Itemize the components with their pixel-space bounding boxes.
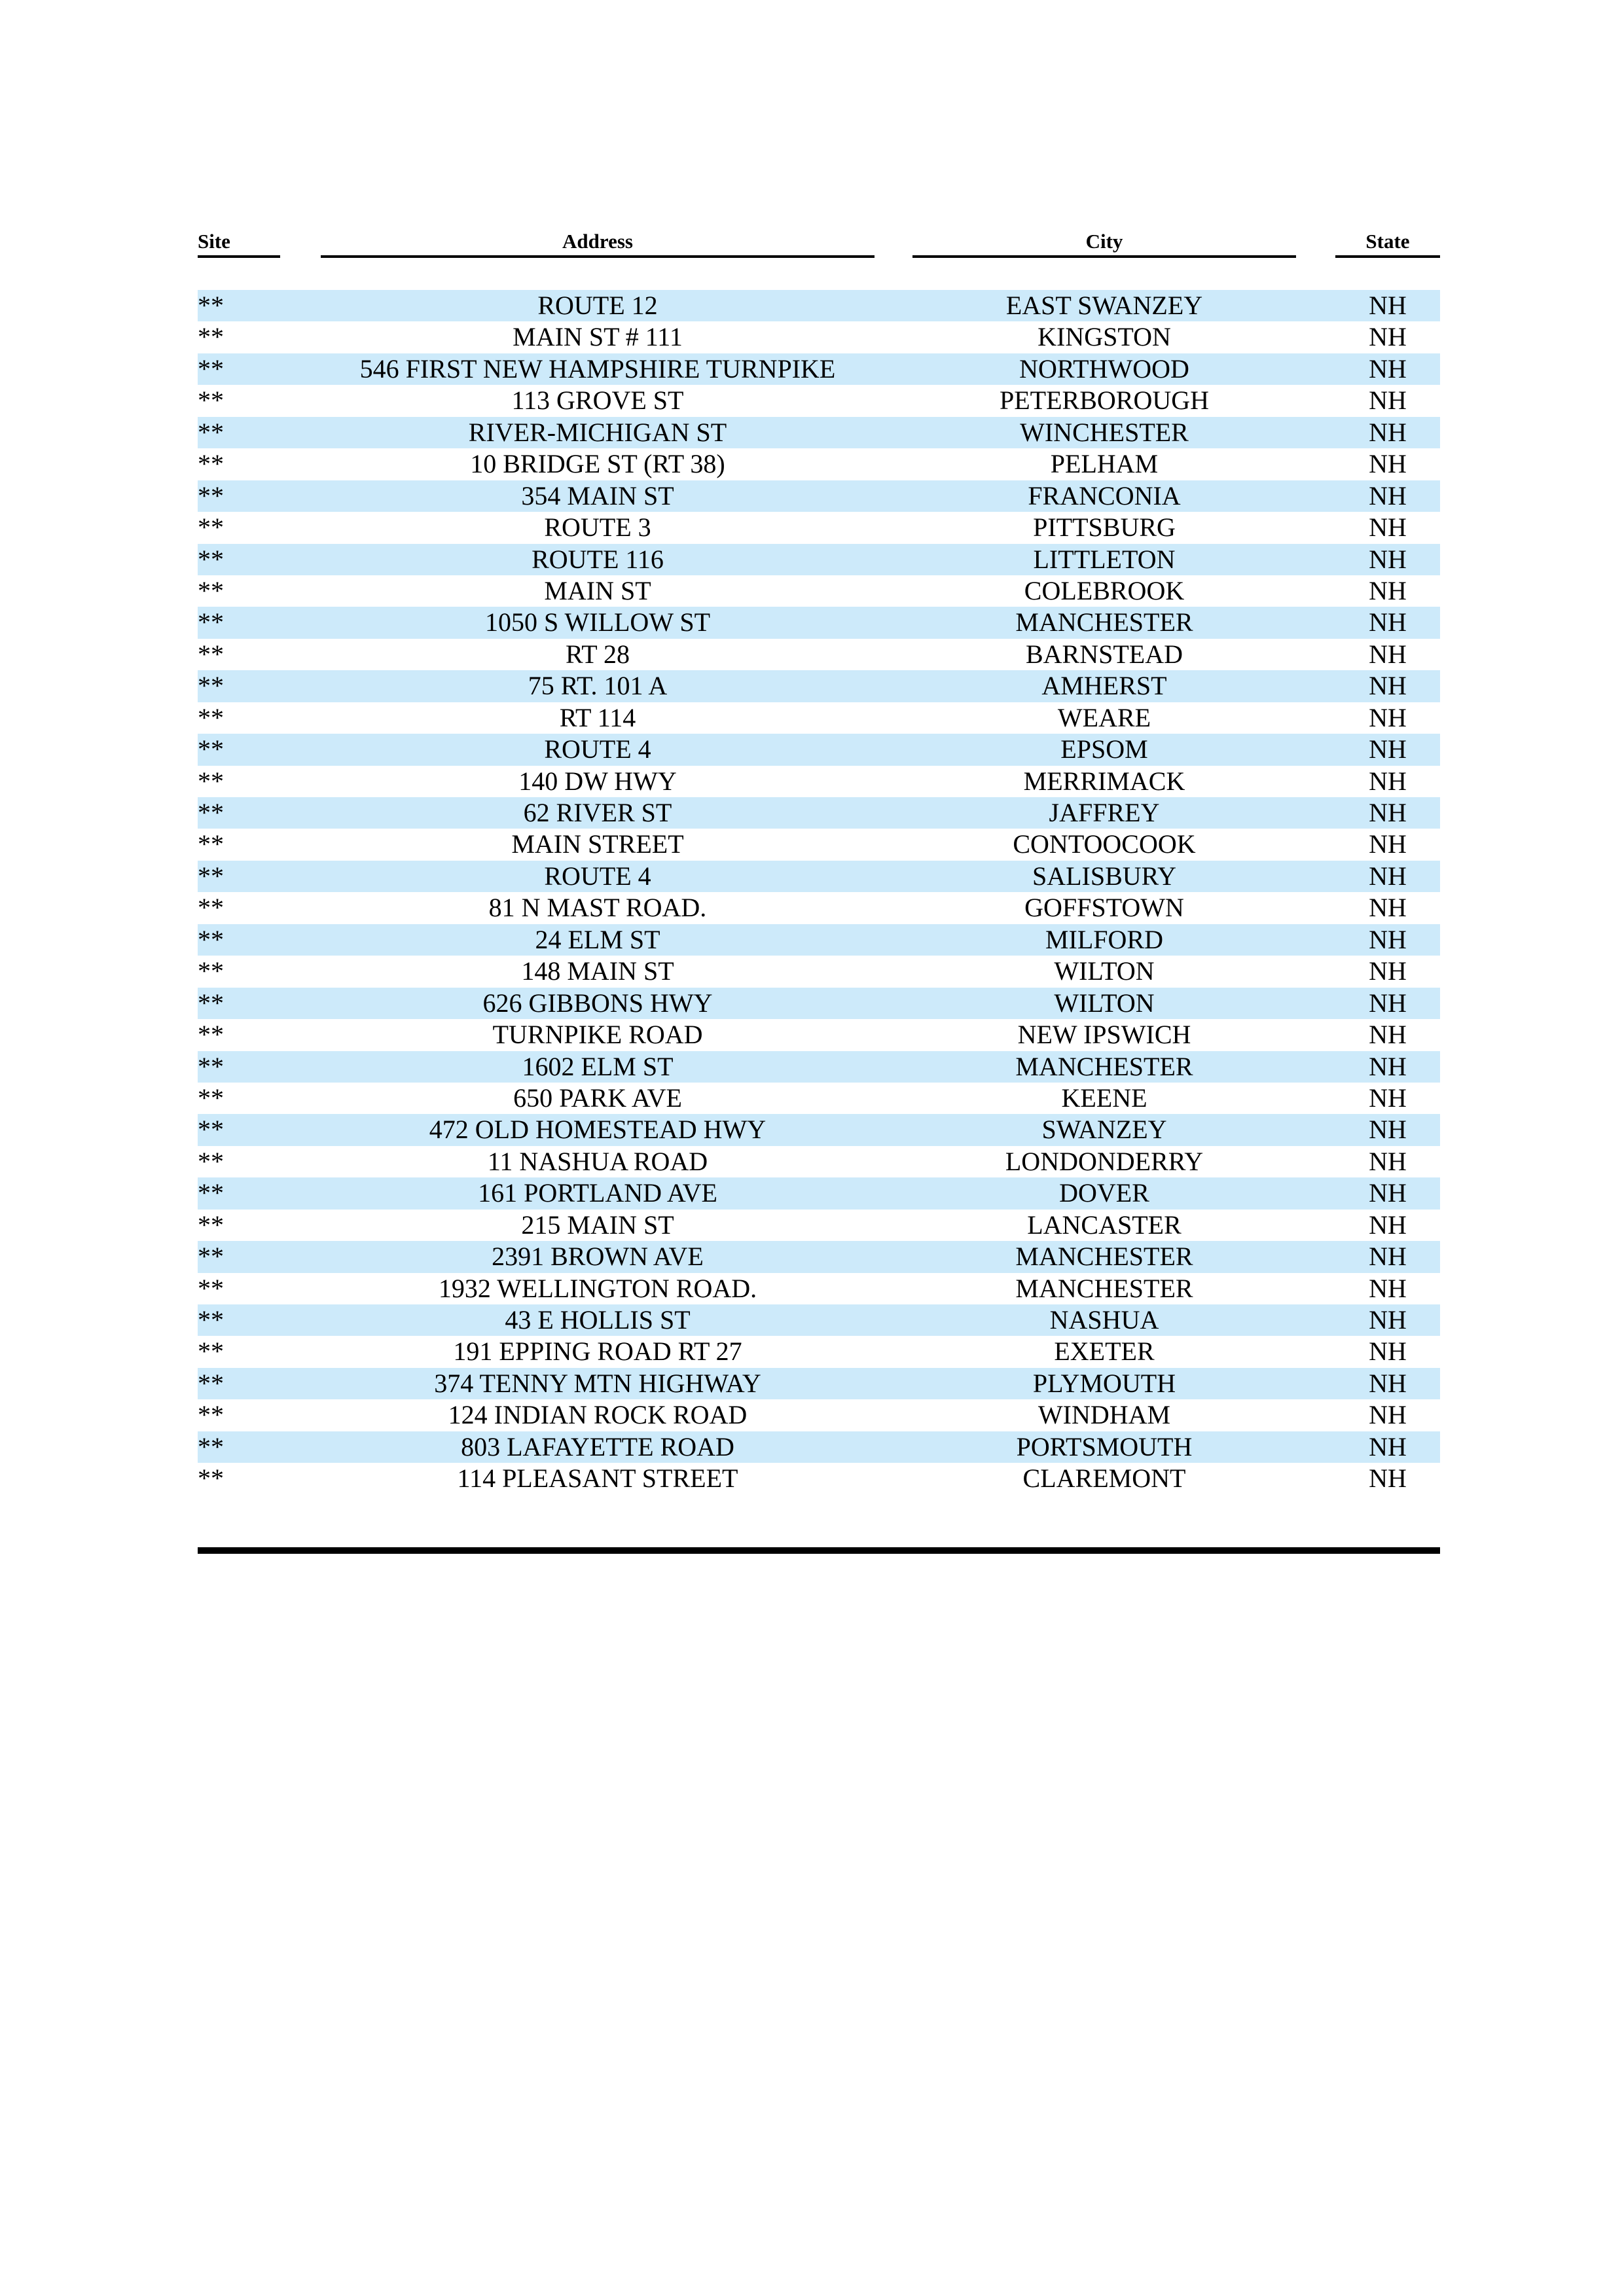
cell-address: 1050 S WILLOW ST: [484, 607, 711, 637]
cell-city: AMHERST: [1041, 671, 1167, 701]
cell-city: WILTON: [1054, 988, 1155, 1018]
cell-city: LONDONDERRY: [1005, 1146, 1204, 1176]
cell-city: CONTOOCOOK: [1013, 829, 1196, 859]
cell-city: KINGSTON: [1038, 322, 1171, 352]
cell-address: 354 MAIN ST: [521, 480, 674, 511]
cell-city: SWANZEY: [1041, 1115, 1167, 1145]
cell-address: 43 E HOLLIS ST: [505, 1305, 691, 1335]
cell-state: NH: [1369, 956, 1407, 986]
cell-site: **: [198, 1083, 224, 1113]
cell-state: NH: [1369, 575, 1407, 605]
cell-address: 114 PLEASANT STREET: [457, 1463, 738, 1494]
table-row: [198, 639, 1440, 670]
cell-city: LANCASTER: [1027, 1210, 1182, 1240]
cell-address: ROUTE 116: [532, 544, 664, 574]
table-row: [198, 1019, 1440, 1050]
column-header-site: Site: [198, 228, 280, 258]
cell-site: **: [198, 829, 224, 859]
cell-city: CLAREMONT: [1022, 1463, 1186, 1494]
cell-site: **: [198, 1210, 224, 1240]
cell-site: **: [198, 1051, 224, 1081]
cell-site: **: [198, 291, 224, 320]
cell-state: NH: [1369, 1305, 1407, 1335]
table-bottom-rule: [198, 1547, 1440, 1554]
cell-city: FRANCONIA: [1028, 480, 1181, 511]
table-row: [198, 670, 1440, 702]
table-row: [198, 1431, 1440, 1463]
cell-address: 803 LAFAYETTE ROAD: [461, 1431, 734, 1462]
cell-address: 10 BRIDGE ST (RT 38): [470, 449, 725, 479]
table-row: [198, 1177, 1440, 1209]
cell-site: **: [198, 449, 224, 479]
cell-address: 546 FIRST NEW HAMPSHIRE TURNPIKE: [359, 353, 836, 384]
cell-site: **: [198, 639, 224, 669]
cell-state: NH: [1369, 798, 1407, 827]
table-row: [198, 575, 1440, 607]
cell-city: MANCHESTER: [1015, 607, 1193, 637]
cell-state: NH: [1369, 829, 1407, 859]
cell-city: JAFFREY: [1049, 798, 1160, 827]
cell-site: **: [198, 1115, 224, 1145]
cell-address: RT 114: [559, 702, 636, 732]
cell-site: **: [198, 607, 224, 637]
cell-state: NH: [1369, 1020, 1407, 1050]
cell-state: NH: [1369, 1242, 1407, 1272]
cell-state: NH: [1369, 1463, 1407, 1494]
cell-state: NH: [1369, 1368, 1407, 1398]
table-row: [198, 1146, 1440, 1177]
cell-site: **: [198, 766, 224, 796]
table-row: [198, 702, 1440, 734]
cell-state: NH: [1369, 512, 1407, 543]
table-row: [198, 290, 1440, 321]
cell-site: **: [198, 1146, 224, 1176]
cell-site: **: [198, 544, 224, 574]
cell-address: ROUTE 12: [537, 291, 658, 320]
table-header: [0, 228, 1624, 259]
table-row: [198, 766, 1440, 797]
cell-site: **: [198, 893, 224, 923]
table-row: [198, 829, 1440, 860]
cell-site: **: [198, 417, 224, 447]
cell-address: ROUTE 4: [544, 734, 651, 764]
table-row: [198, 1368, 1440, 1399]
cell-site: **: [198, 1020, 224, 1050]
cell-city: COLEBROOK: [1024, 575, 1185, 605]
cell-city: MERRIMACK: [1023, 766, 1185, 796]
cell-city: MANCHESTER: [1015, 1242, 1193, 1272]
table-row: [198, 385, 1440, 416]
cell-city: MILFORD: [1045, 924, 1164, 954]
cell-state: NH: [1369, 1115, 1407, 1145]
cell-address: MAIN ST: [544, 575, 651, 605]
cell-address: 161 PORTLAND AVE: [478, 1178, 717, 1208]
cell-state: NH: [1369, 1083, 1407, 1113]
cell-address: 24 ELM ST: [535, 924, 660, 954]
cell-city: EPSOM: [1060, 734, 1148, 764]
cell-site: **: [198, 798, 224, 827]
cell-address: 1602 ELM ST: [522, 1051, 674, 1081]
cell-address: 191 EPPING ROAD RT 27: [453, 1336, 742, 1367]
cell-state: NH: [1369, 449, 1407, 479]
cell-state: NH: [1369, 1273, 1407, 1303]
cell-city: SALISBURY: [1032, 861, 1177, 891]
cell-address: 62 RIVER ST: [523, 798, 672, 827]
cell-state: NH: [1369, 322, 1407, 352]
cell-site: **: [198, 1336, 224, 1367]
table-row: [198, 1399, 1440, 1431]
cell-state: NH: [1369, 924, 1407, 954]
cell-state: NH: [1369, 607, 1407, 637]
cell-city: NEW IPSWICH: [1017, 1020, 1191, 1050]
cell-state: NH: [1369, 988, 1407, 1018]
table-body: [198, 290, 1440, 1495]
table-row: [198, 1336, 1440, 1367]
cell-address: 124 INDIAN ROCK ROAD: [448, 1400, 748, 1430]
table-row: [198, 1051, 1440, 1083]
table-row: [198, 892, 1440, 924]
table-row: [198, 480, 1440, 512]
table-row: [198, 1210, 1440, 1241]
cell-state: NH: [1369, 893, 1407, 923]
cell-address: 140 DW HWY: [518, 766, 677, 796]
cell-address: 2391 BROWN AVE: [492, 1242, 704, 1272]
cell-city: EXETER: [1054, 1336, 1155, 1367]
column-header-address: Address: [321, 228, 875, 258]
cell-city: PELHAM: [1050, 449, 1159, 479]
cell-city: MANCHESTER: [1015, 1273, 1193, 1303]
table-row: [198, 1083, 1440, 1114]
cell-site: **: [198, 671, 224, 701]
cell-site: **: [198, 988, 224, 1018]
cell-city: PETERBOROUGH: [999, 386, 1210, 416]
cell-state: NH: [1369, 1400, 1407, 1430]
cell-site: **: [198, 512, 224, 543]
cell-city: MANCHESTER: [1015, 1051, 1193, 1081]
cell-city: NASHUA: [1049, 1305, 1159, 1335]
cell-address: 113 GROVE ST: [511, 386, 684, 416]
cell-state: NH: [1369, 734, 1407, 764]
cell-site: **: [198, 480, 224, 511]
cell-city: WILTON: [1054, 956, 1155, 986]
cell-address: 215 MAIN ST: [521, 1210, 674, 1240]
cell-state: NH: [1369, 766, 1407, 796]
cell-address: 75 RT. 101 A: [528, 671, 668, 701]
table-row: [198, 1114, 1440, 1145]
cell-state: NH: [1369, 480, 1407, 511]
table-row: [198, 353, 1440, 385]
cell-address: RIVER-MICHIGAN ST: [468, 417, 727, 447]
table-row: [198, 1241, 1440, 1272]
cell-address: 1932 WELLINGTON ROAD.: [438, 1273, 757, 1303]
cell-state: NH: [1369, 1336, 1407, 1367]
cell-address: 11 NASHUA ROAD: [487, 1146, 708, 1176]
cell-city: BARNSTEAD: [1025, 639, 1183, 669]
table-row: [198, 417, 1440, 448]
cell-state: NH: [1369, 386, 1407, 416]
cell-city: WEARE: [1057, 702, 1151, 732]
table-row: [198, 544, 1440, 575]
cell-state: NH: [1369, 1051, 1407, 1081]
cell-address: ROUTE 3: [544, 512, 651, 543]
cell-state: NH: [1369, 1146, 1407, 1176]
cell-state: NH: [1369, 639, 1407, 669]
cell-site: **: [198, 1242, 224, 1272]
cell-site: **: [198, 1463, 224, 1494]
table-row: [198, 956, 1440, 987]
cell-address: 650 PARK AVE: [513, 1083, 682, 1113]
table-row: [198, 924, 1440, 956]
cell-site: **: [198, 353, 224, 384]
cell-city: PORTSMOUTH: [1016, 1431, 1193, 1462]
cell-address: 626 GIBBONS HWY: [482, 988, 713, 1018]
cell-state: NH: [1369, 861, 1407, 891]
cell-site: **: [198, 1273, 224, 1303]
table-row: [198, 797, 1440, 829]
cell-site: **: [198, 1305, 224, 1335]
table-row: [198, 734, 1440, 765]
cell-state: NH: [1369, 291, 1407, 320]
cell-address: 81 N MAST ROAD.: [488, 893, 707, 923]
cell-address: 472 OLD HOMESTEAD HWY: [429, 1115, 767, 1145]
cell-state: NH: [1369, 702, 1407, 732]
table-row: [198, 861, 1440, 892]
cell-site: **: [198, 956, 224, 986]
cell-city: WINDHAM: [1038, 1400, 1171, 1430]
cell-address: ROUTE 4: [544, 861, 651, 891]
cell-site: **: [198, 924, 224, 954]
cell-address: RT 28: [566, 639, 630, 669]
cell-city: GOFFSTOWN: [1024, 893, 1184, 923]
table-row: [198, 1273, 1440, 1304]
cell-address: 374 TENNY MTN HIGHWAY: [434, 1368, 761, 1398]
cell-city: LITTLETON: [1033, 544, 1176, 574]
cell-state: NH: [1369, 1178, 1407, 1208]
cell-site: **: [198, 575, 224, 605]
cell-site: **: [198, 861, 224, 891]
cell-city: KEENE: [1061, 1083, 1147, 1113]
cell-state: NH: [1369, 1210, 1407, 1240]
cell-site: **: [198, 1178, 224, 1208]
cell-site: **: [198, 1431, 224, 1462]
cell-city: PLYMOUTH: [1032, 1368, 1176, 1398]
table-row: [198, 321, 1440, 353]
cell-state: NH: [1369, 671, 1407, 701]
cell-site: **: [198, 702, 224, 732]
cell-city: EAST SWANZEY: [1005, 291, 1203, 320]
cell-address: 148 MAIN ST: [521, 956, 674, 986]
cell-city: PITTSBURG: [1033, 512, 1176, 543]
cell-address: MAIN ST # 111: [513, 322, 683, 352]
cell-site: **: [198, 386, 224, 416]
column-header-city: City: [912, 228, 1296, 258]
column-header-state: State: [1335, 228, 1440, 258]
table-row: [198, 512, 1440, 543]
cell-city: WINCHESTER: [1020, 417, 1189, 447]
cell-site: **: [198, 734, 224, 764]
cell-state: NH: [1369, 417, 1407, 447]
cell-state: NH: [1369, 353, 1407, 384]
table-row: [198, 988, 1440, 1019]
cell-state: NH: [1369, 1431, 1407, 1462]
cell-city: DOVER: [1059, 1178, 1149, 1208]
cell-city: NORTHWOOD: [1019, 353, 1189, 384]
cell-address: TURNPIKE ROAD: [492, 1020, 703, 1050]
table-row: [198, 607, 1440, 638]
cell-state: NH: [1369, 544, 1407, 574]
cell-site: **: [198, 1368, 224, 1398]
table-row: [198, 1463, 1440, 1494]
table-row: [198, 1304, 1440, 1336]
cell-address: MAIN STREET: [511, 829, 684, 859]
cell-site: **: [198, 1400, 224, 1430]
table-row: [198, 448, 1440, 480]
cell-site: **: [198, 322, 224, 352]
